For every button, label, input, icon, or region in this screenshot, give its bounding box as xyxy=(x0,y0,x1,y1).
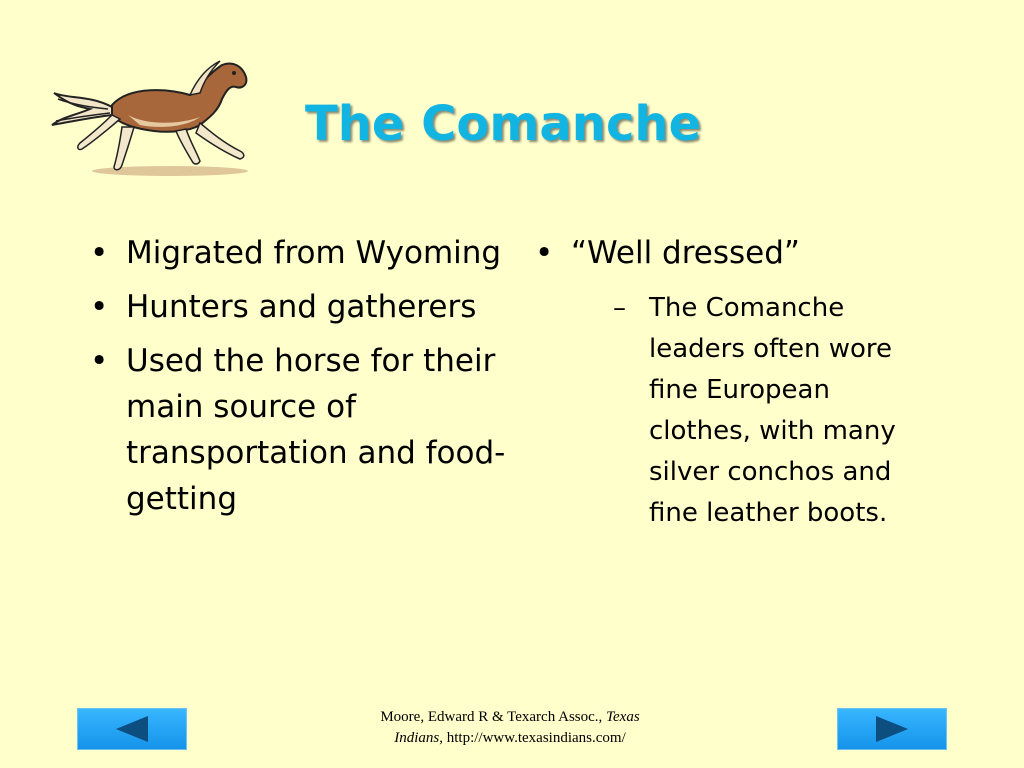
slide-title: The Comanche xyxy=(305,96,702,152)
bullet-text: “Well dressed” xyxy=(571,235,800,271)
bullet-text: Hunters and gatherers xyxy=(126,289,477,325)
right-column xyxy=(535,230,935,542)
bullet-mark: • xyxy=(90,289,109,325)
bullet-text: Used the horse for their main source of transportation and food-getting xyxy=(126,343,506,517)
citation xyxy=(330,707,690,749)
list-item xyxy=(90,338,510,522)
left-column xyxy=(90,230,510,530)
citation-title-part1: Texas xyxy=(606,709,640,725)
running-horse-icon xyxy=(50,55,255,180)
list-item xyxy=(90,230,510,276)
left-bullet-list xyxy=(90,230,510,522)
sub-list-item xyxy=(571,288,935,534)
citation-author: Moore, Edward R & Texarch Assoc., xyxy=(380,709,603,725)
citation-title-part2: Indians xyxy=(394,730,440,746)
list-item xyxy=(90,284,510,330)
list-item xyxy=(535,230,935,534)
bullet-text: Migrated from Wyoming xyxy=(126,235,502,271)
sub-bullet-list xyxy=(571,288,935,534)
next-slide-button[interactable] xyxy=(837,708,947,750)
bullet-mark: • xyxy=(90,343,109,379)
right-bullet-list xyxy=(535,230,935,534)
bullet-mark: • xyxy=(90,235,109,271)
bullet-mark: • xyxy=(535,235,554,271)
right-arrow-icon xyxy=(870,714,914,744)
left-arrow-icon xyxy=(110,714,154,744)
sub-bullet-mark: – xyxy=(613,293,626,323)
sub-bullet-text: The Comanche leaders often wore fine European clothes, with many silver conchos and fine leather boots. xyxy=(649,293,896,528)
previous-slide-button[interactable] xyxy=(77,708,187,750)
citation-url: , http://www.texasindians.com/ xyxy=(439,730,626,746)
